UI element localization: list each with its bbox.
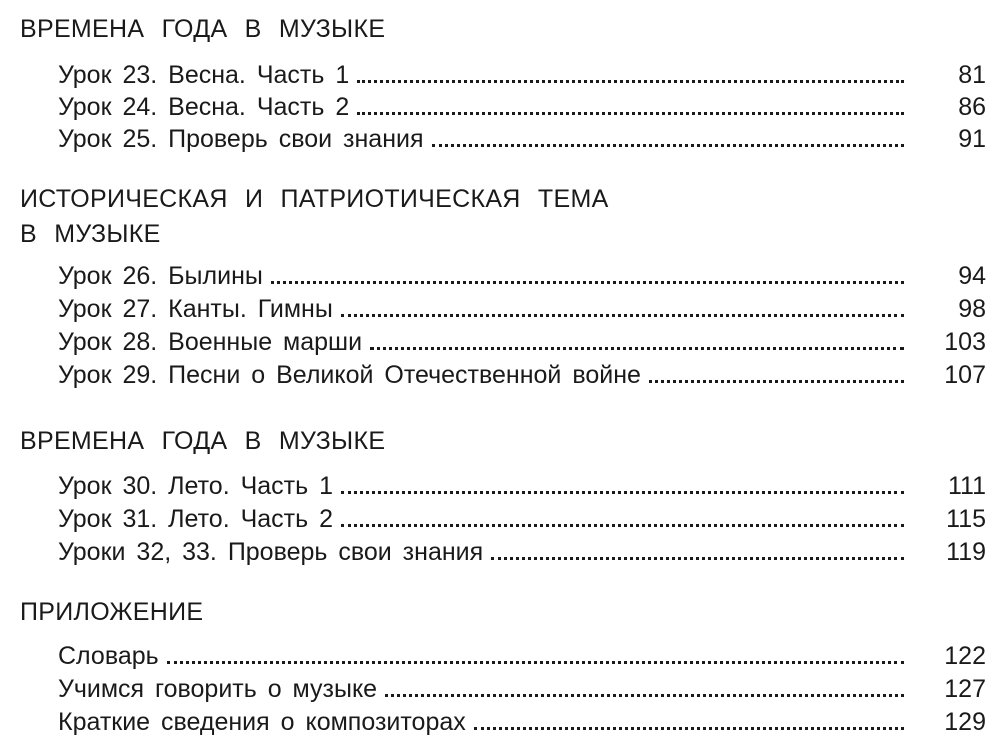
section-heading: ПРИЛОЖЕНИЕ xyxy=(20,598,204,626)
toc-entry[interactable] xyxy=(58,471,986,502)
entry-title: Урок 27. Канты. Гимны xyxy=(58,295,333,323)
entry-page-number: 94 xyxy=(958,262,986,290)
entry-page-number: 111 xyxy=(947,472,986,500)
entry-page-number: 107 xyxy=(944,361,986,389)
dot-leader xyxy=(370,347,904,350)
entry-page-number: 119 xyxy=(946,538,986,566)
entry-title: Урок 30. Лето. Часть 1 xyxy=(58,472,333,500)
entry-title: Краткие сведения о композиторах xyxy=(58,708,466,736)
toc-entry[interactable] xyxy=(58,92,986,123)
entry-page-number: 81 xyxy=(958,61,986,89)
section-heading: ИСТОРИЧЕСКАЯ И ПАТРИОТИЧЕСКАЯ ТЕМА xyxy=(20,185,609,213)
entry-title: Урок 28. Военные марши xyxy=(58,328,363,356)
dot-leader xyxy=(341,524,904,527)
toc-entry[interactable] xyxy=(58,261,986,292)
dot-leader xyxy=(357,112,904,115)
toc-entry[interactable] xyxy=(58,124,986,155)
toc-entry[interactable] xyxy=(58,327,986,358)
toc-entry[interactable] xyxy=(58,360,986,391)
dot-leader xyxy=(491,557,904,560)
toc-entry[interactable] xyxy=(58,641,986,672)
dot-leader xyxy=(271,281,904,284)
entry-page-number: 86 xyxy=(958,93,986,121)
entry-page-number: 127 xyxy=(944,675,986,703)
toc-entry[interactable] xyxy=(58,537,986,568)
entry-page-number: 98 xyxy=(958,295,986,323)
dot-leader xyxy=(357,80,904,83)
entry-page-number: 129 xyxy=(944,708,986,736)
entry-title: Урок 26. Былины xyxy=(58,262,263,290)
toc-entry[interactable] xyxy=(58,674,986,705)
entry-page-number: 115 xyxy=(946,505,986,533)
section-heading-continued: В МУЗЫКЕ xyxy=(20,220,161,248)
entry-title: Урок 24. Весна. Часть 2 xyxy=(58,93,350,121)
dot-leader xyxy=(649,380,904,383)
entry-title: Урок 25. Проверь свои знания xyxy=(58,125,424,153)
dot-leader xyxy=(474,727,904,730)
toc-entry[interactable] xyxy=(58,294,986,325)
section-heading: ВРЕМЕНА ГОДА В МУЗЫКЕ xyxy=(20,15,386,43)
entry-page-number: 122 xyxy=(944,642,986,670)
dot-leader xyxy=(341,314,904,317)
dot-leader xyxy=(432,144,905,147)
entry-title: Урок 29. Песни о Великой Отечественной войне xyxy=(58,361,641,389)
toc-entry[interactable] xyxy=(58,504,986,535)
entry-title: Урок 23. Весна. Часть 1 xyxy=(58,61,350,89)
section-heading: ВРЕМЕНА ГОДА В МУЗЫКЕ xyxy=(20,427,386,455)
entry-title: Учимся говорить о музыке xyxy=(58,675,378,703)
entry-page-number: 103 xyxy=(944,328,986,356)
dot-leader xyxy=(385,694,904,697)
toc-entry[interactable] xyxy=(58,707,986,738)
dot-leader xyxy=(167,661,904,664)
toc-entry[interactable] xyxy=(58,60,986,91)
entry-page-number: 91 xyxy=(958,125,986,153)
entry-title: Словарь xyxy=(58,642,159,670)
dot-leader xyxy=(341,491,904,494)
entry-title: Урок 31. Лето. Часть 2 xyxy=(58,505,333,533)
entry-title: Уроки 32, 33. Проверь свои знания xyxy=(58,538,484,566)
